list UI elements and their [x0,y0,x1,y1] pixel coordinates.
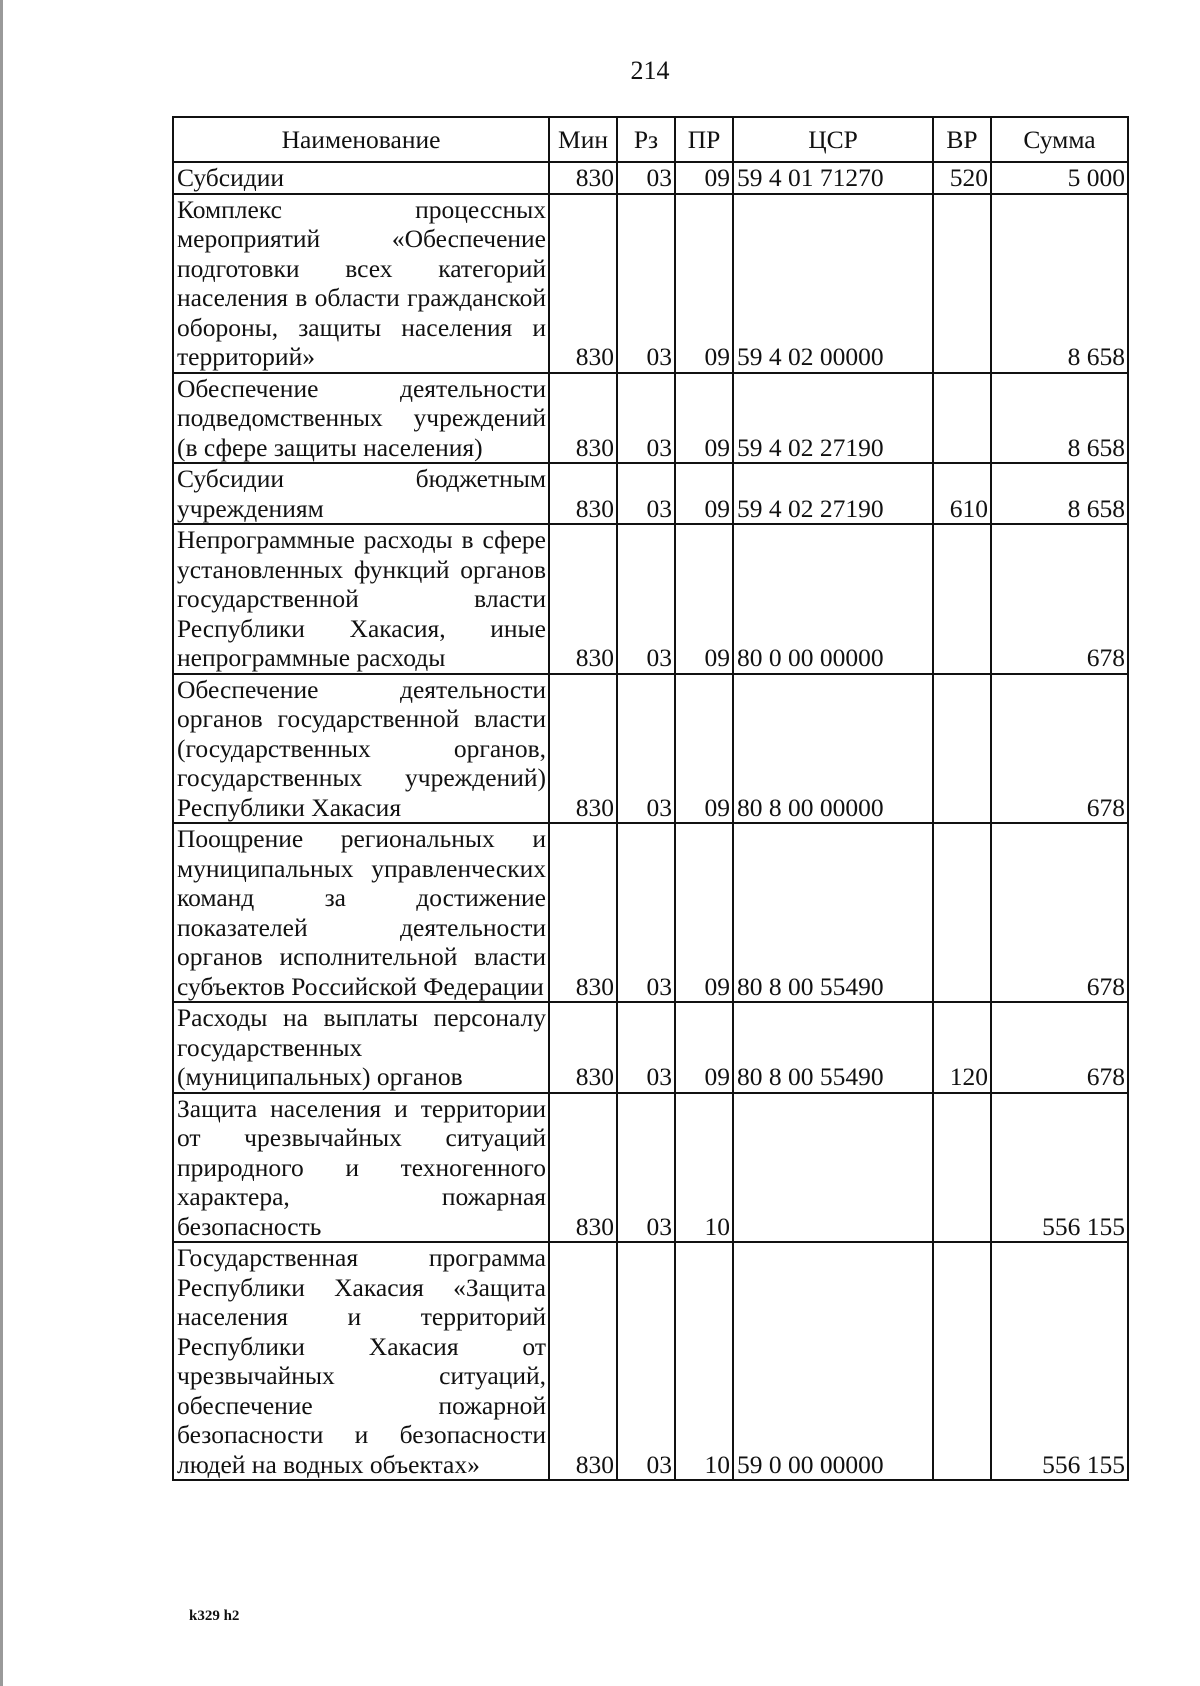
page-number: 214 [630,56,670,85]
cell-min: 830 [549,194,617,373]
cell-pr: 10 [675,1242,733,1480]
scan-edge [0,0,3,1686]
header-vr: ВР [933,117,991,162]
cell-vr [933,373,991,464]
header-sum: Сумма [991,117,1128,162]
table-row [173,674,1128,824]
footer-code: k329 h2 [189,1608,240,1624]
cell-pr: 09 [675,1002,733,1093]
cell-csr: 59 4 02 00000 [733,194,933,373]
cell-rz: 03 [617,162,675,194]
cell-csr: 80 8 00 55490 [733,1002,933,1093]
cell-sum: 678 [991,1002,1128,1093]
cell-vr [933,194,991,373]
cell-csr: 59 4 02 27190 [733,463,933,524]
cell-sum: 678 [991,524,1128,674]
header-rz: Рз [617,117,675,162]
cell-name: Непрограммные расходы в сфере установленных функций органов государственной власти Республики Хакасия, иные непрограммные расходы [173,524,549,674]
cell-vr [933,524,991,674]
budget-table [172,116,1129,1481]
cell-vr [933,674,991,824]
cell-rz: 03 [617,373,675,464]
cell-pr: 10 [675,1093,733,1243]
cell-pr: 09 [675,463,733,524]
cell-sum: 556 155 [991,1242,1128,1480]
table-row [173,1093,1128,1243]
cell-csr [733,1093,933,1243]
cell-sum: 678 [991,674,1128,824]
cell-rz: 03 [617,194,675,373]
cell-vr [933,823,991,1002]
cell-sum: 8 658 [991,194,1128,373]
cell-name: Защита населения и территории от чрезвычайных ситуаций природного и техногенного характера, пожарная безопасность [173,1093,549,1243]
cell-vr: 120 [933,1002,991,1093]
cell-min: 830 [549,1002,617,1093]
cell-csr: 80 0 00 00000 [733,524,933,674]
cell-csr: 59 4 01 71270 [733,162,933,194]
header-name: Наименование [173,117,549,162]
cell-rz: 03 [617,823,675,1002]
cell-pr: 09 [675,194,733,373]
cell-vr: 520 [933,162,991,194]
cell-sum: 8 658 [991,463,1128,524]
cell-name: Обеспечение деятельности органов государственной власти (государственных органов, государственных учреждений) Республики Хакасия [173,674,549,824]
cell-pr: 09 [675,823,733,1002]
cell-rz: 03 [617,1242,675,1480]
cell-rz: 03 [617,463,675,524]
table-row [173,1002,1128,1093]
cell-sum: 8 658 [991,373,1128,464]
cell-csr: 59 4 02 27190 [733,373,933,464]
cell-min: 830 [549,1242,617,1480]
cell-name: Государственная программа Республики Хакасия «Защита населения и территорий Республики Хакасия от чрезвычайных ситуаций, обеспечение пожарной безопасности и безопасности людей на водных объектах» [173,1242,549,1480]
cell-pr: 09 [675,674,733,824]
cell-min: 830 [549,373,617,464]
cell-csr: 80 8 00 00000 [733,674,933,824]
cell-name: Субсидии бюджетным учреждениям [173,463,549,524]
table-row [173,823,1128,1002]
cell-pr: 09 [675,524,733,674]
cell-min: 830 [549,524,617,674]
header-pr: ПР [675,117,733,162]
cell-min: 830 [549,823,617,1002]
cell-sum: 678 [991,823,1128,1002]
cell-sum: 556 155 [991,1093,1128,1243]
table-row [173,162,1128,194]
cell-name: Субсидии [173,162,549,194]
cell-name: Поощрение региональных и муниципальных управленческих команд за достижение показателей деятельности органов исполнительной власти субъектов Российской Федерации [173,823,549,1002]
cell-pr: 09 [675,162,733,194]
cell-vr [933,1242,991,1480]
cell-vr: 610 [933,463,991,524]
table-row [173,373,1128,464]
table-row [173,524,1128,674]
cell-name: Обеспечение деятельности подведомственных учреждений (в сфере защиты населения) [173,373,549,464]
cell-rz: 03 [617,674,675,824]
cell-name: Комплекс процессных мероприятий «Обеспечение подготовки всех категорий населения в области гражданской обороны, защиты населения и территорий» [173,194,549,373]
cell-min: 830 [549,463,617,524]
header-min: Мин [549,117,617,162]
cell-sum: 5 000 [991,162,1128,194]
cell-pr: 09 [675,373,733,464]
cell-min: 830 [549,162,617,194]
table-row [173,194,1128,373]
cell-vr [933,1093,991,1243]
cell-rz: 03 [617,524,675,674]
cell-min: 830 [549,1093,617,1243]
table-row [173,463,1128,524]
cell-csr: 80 8 00 55490 [733,823,933,1002]
header-csr: ЦСР [733,117,933,162]
cell-rz: 03 [617,1002,675,1093]
cell-csr: 59 0 00 00000 [733,1242,933,1480]
cell-rz: 03 [617,1093,675,1243]
cell-min: 830 [549,674,617,824]
table-row [173,1242,1128,1480]
table-header-row [173,117,1128,162]
cell-name: Расходы на выплаты персоналу государственных (муниципальных) органов [173,1002,549,1093]
